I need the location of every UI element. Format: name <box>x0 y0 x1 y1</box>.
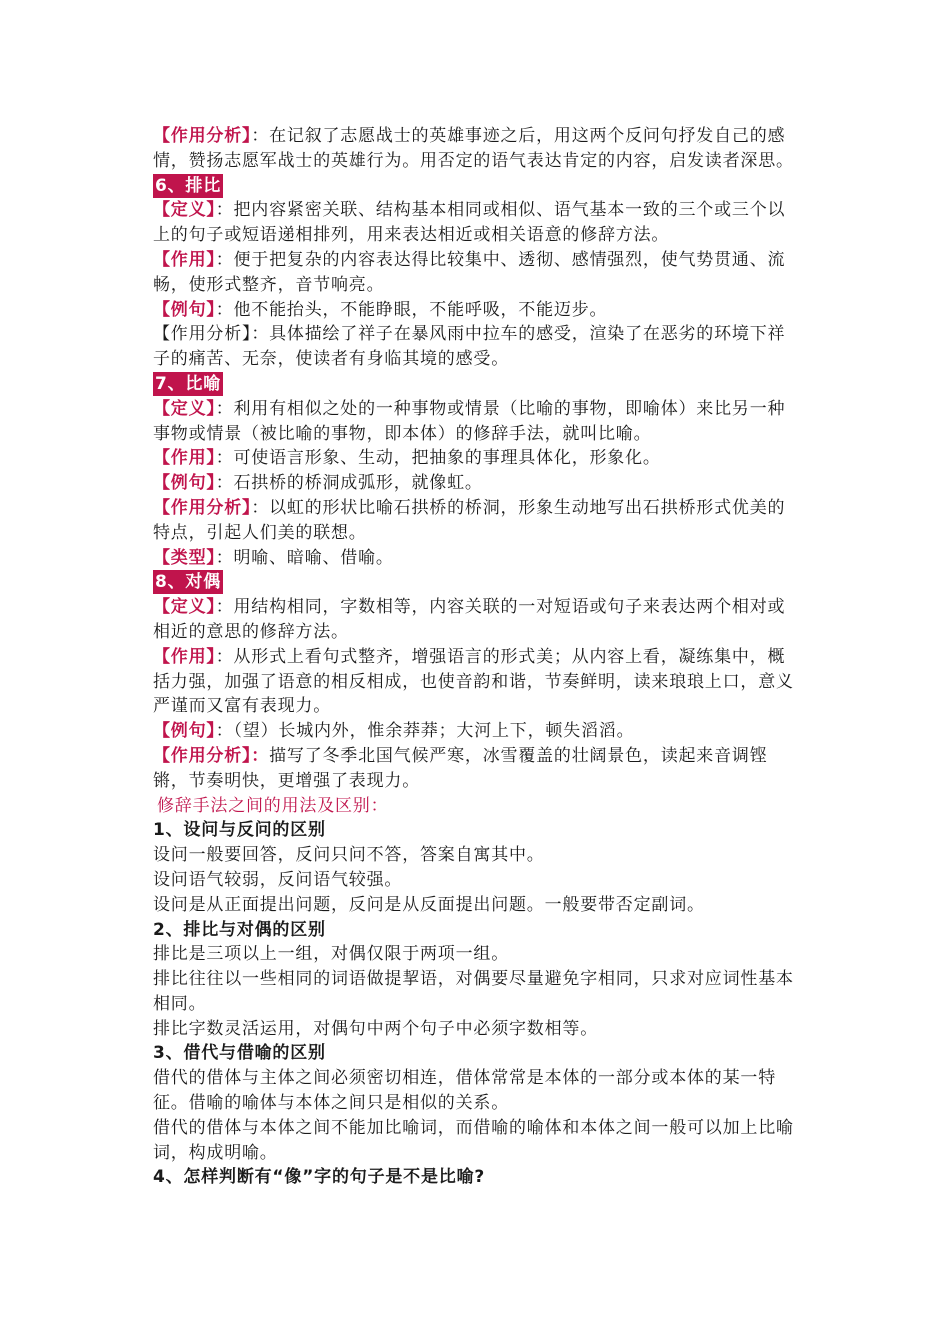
difference-line: 设问语气较弱，反问语气较强。 <box>153 869 403 890</box>
paragraph: 【定义】：把内容紧密关联、结构基本相同或相似、语气基本一致的三个或三个以上的句子或短语递相排列，用来表达相近或相关语意的修辞方法。 <box>153 200 786 246</box>
section-heading-parallelism: 6、排比 <box>155 175 222 196</box>
difference-heading: 1、设问与反问的区别 <box>153 820 326 841</box>
paragraph: 【作用】：可使语言形象、生动，把抽象的事理具体化，形象化。 <box>153 448 661 469</box>
difference-line: 设问一般要回答，反问只问不答，答案自寓其中。 <box>153 845 545 866</box>
difference-heading: 3、借代与借喻的区别 <box>153 1043 326 1064</box>
paragraph: 【作用】：从形式上看句式整齐，增强语言的形式美；从内容上看，凝练集中，概括力强，加强了语意的相反相成，也使音韵和谐，节奏鲜明，读来琅琅上口，意义严谨而又富有表现力。 <box>153 646 794 717</box>
paragraph <box>153 124 803 174</box>
differences-title: 修辞手法之间的用法及区别： <box>157 795 389 816</box>
difference-line: 设问是从正面提出问题，反问是从反面提出问题。一般要带否定副词。 <box>153 894 705 915</box>
difference-line: 排比往往以一些相同的词语做提挈语，对偶要尽量避免字相同，只求对应词性基本相同。 <box>153 969 794 1014</box>
paragraph-text: ：在记叙了志愿战士的英雄事迹之后，用这两个反问句抒发自己的感情，赞扬志愿军战士的英雄行为。用否定的语气表达肯定的内容，启发读者深思。 <box>153 126 794 171</box>
difference-heading: 4、怎样判断有“像”字的句子是不是比喻? <box>153 1167 486 1188</box>
paragraph: 【例句】：（望）长城内外，惟余莽莽；大河上下，顿失滔滔。 <box>153 721 635 742</box>
section-heading-antithesis: 8、对偶 <box>155 572 222 593</box>
paragraph: 【作用分析】：具体描绘了祥子在暴风雨中拉车的感受，渲染了在恶劣的环境下祥子的痛苦、无奈，使读者有身临其境的感受。 <box>153 324 786 370</box>
paragraph: 【类型】：明喻、暗喻、借喻。 <box>153 547 394 568</box>
section-heading-metaphor: 7、比喻 <box>155 373 222 394</box>
difference-line: 排比是三项以上一组，对偶仅限于两项一组。 <box>153 944 509 965</box>
paragraph: 【作用分析】：以虹的形状比喻石拱桥的桥洞，形象生动地写出石拱桥形式优美的特点，引起人们美的联想。 <box>153 497 786 543</box>
paragraph: 【定义】：利用有相似之处的一种事物或情景（比喻的事物，即喻体）来比另一种事物或情景（被比喻的事物，即本体）的修辞手法，就叫比喻。 <box>153 398 786 444</box>
difference-line: 借代的借体与本体之间不能加比喻词，而借喻的喻体和本体之间一般可以加上比喻词，构成明喻。 <box>153 1117 794 1163</box>
paragraph: 【作用分析】：描写了冬季北国气候严寒，冰雪覆盖的壮阔景色，读起来音调铿锵，节奏明快，更增强了表现力。 <box>153 745 768 791</box>
difference-heading: 2、排比与对偶的区别 <box>153 919 326 940</box>
paragraph: 【作用】：便于把复杂的内容表达得比较集中、透彻、感情强烈，使气势贯通、流畅，使形式整齐，音节响亮。 <box>153 249 786 295</box>
label-tag: 【作用分析】 <box>153 126 252 146</box>
document-page <box>153 124 803 1190</box>
paragraph: 【定义】：用结构相同，字数相等，内容关联的一对短语或句子来表达两个相对或相近的意思的修辞方法。 <box>153 597 786 642</box>
paragraph: 【例句】：石拱桥的桥洞成弧形，就像虹。 <box>153 473 483 494</box>
paragraph: 【例句】：他不能抬头，不能睁眼，不能呼吸，不能迈步。 <box>153 299 608 320</box>
difference-line: 借代的借体与主体之间必须密切相连，借体常常是本体的一部分或本体的某一特征。借喻的喻体与本体之间只是相似的关系。 <box>153 1068 776 1114</box>
difference-line: 排比字数灵活运用，对偶句中两个句子中必须字数相等。 <box>153 1018 598 1039</box>
